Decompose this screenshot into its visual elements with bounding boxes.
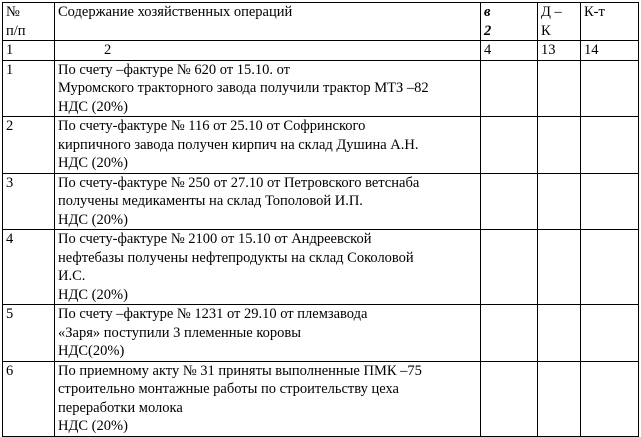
operations-table-container [2,2,639,437]
header-credit: К-т [581,3,639,41]
row-cell-empty [481,361,538,436]
row-cell-empty [581,117,639,174]
table-row [3,60,639,117]
header-col-a [481,3,538,41]
row-cell-empty [538,230,581,305]
row-content: По счету-фактуре № 2100 от 15.10 от Андреевской нефтебазы получены нефтепродукты на склад Соколовой И.С. НДС (20%) [55,230,481,305]
row-number: 2 [3,117,55,174]
row-cell-empty [581,60,639,117]
numbering-cell-5: 14 [581,41,639,61]
table-row [3,230,639,305]
row-content: По счету –фактуре № 620 от 15.10. от Муромского тракторного завода получили трактор МТЗ –82 НДС (20%) [55,60,481,117]
row-cell-empty [538,173,581,230]
row-cell-empty [481,117,538,174]
row-cell-empty [481,305,538,362]
numbering-cell-3: 4 [481,41,538,61]
row-content: По приемному акту № 31 приняты выполненные ПМК –75 строительно монтажные работы по строительству цеха переработки молока НДС (20%) [55,361,481,436]
row-number: 1 [3,60,55,117]
table-row [3,361,639,436]
row-cell-empty [481,173,538,230]
row-cell-empty [481,60,538,117]
row-cell-empty [581,305,639,362]
row-cell-empty [481,230,538,305]
header-number: № п/п [3,3,55,41]
row-number: 6 [3,361,55,436]
numbering-cell-4: 13 [538,41,581,61]
row-cell-empty [581,230,639,305]
row-number: 3 [3,173,55,230]
header-debit: Д – К [538,3,581,41]
numbering-row [3,41,639,61]
row-number: 5 [3,305,55,362]
operations-table [2,2,639,437]
row-cell-empty [538,117,581,174]
header-row [3,3,639,41]
row-cell-empty [538,361,581,436]
row-cell-empty [538,305,581,362]
row-cell-empty [538,60,581,117]
table-row [3,117,639,174]
row-number: 4 [3,230,55,305]
row-content: По счету-фактуре № 250 от 27.10 от Петровского ветснаба получены медикаменты на склад Тополовой И.П. НДС (20%) [55,173,481,230]
numbering-cell-1: 1 [3,41,55,61]
row-content: По счету –фактуре № 1231 от 29.10 от племзавода «Заря» поступили 3 племенные коровы НДС(20%) [55,305,481,362]
table-row [3,305,639,362]
row-cell-empty [581,173,639,230]
header-col-a-text: в 2 [484,4,492,39]
row-cell-empty [581,361,639,436]
numbering-cell-2: 2 [55,41,481,61]
row-content: По счету-фактуре № 116 от 25.10 от Софринского кирпичного завода получен кирпич на склад Душина А.Н. НДС (20%) [55,117,481,174]
header-content: Содержание хозяйственных операций [55,3,481,41]
table-row [3,173,639,230]
